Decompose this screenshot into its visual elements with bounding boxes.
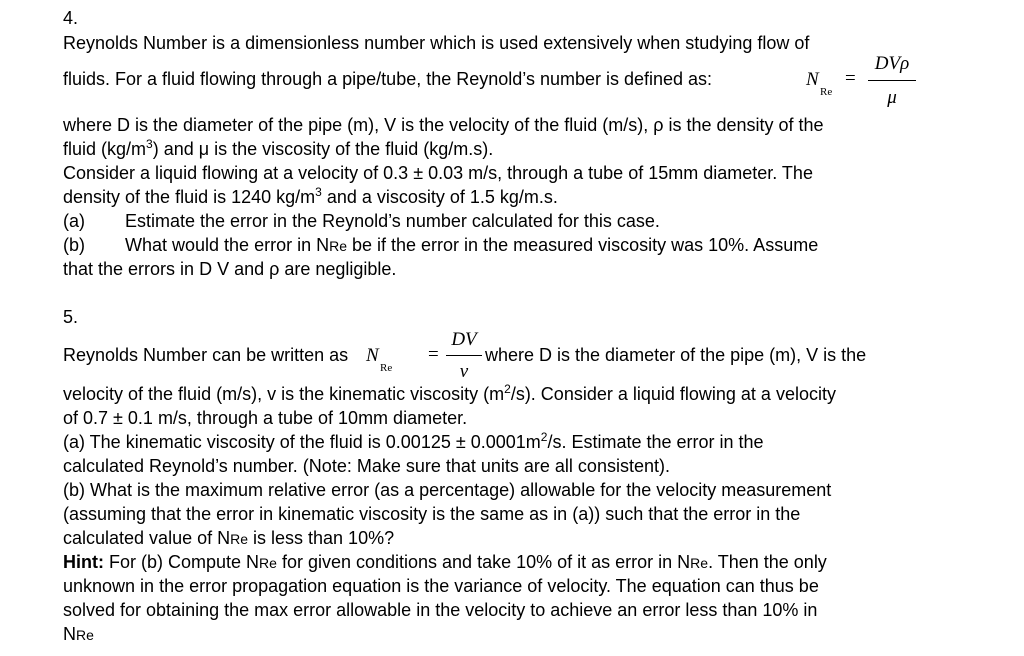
- text-span: fluid (kg/m: [63, 139, 147, 159]
- nre-subscript: Re: [230, 531, 249, 547]
- formula-lhs: N: [366, 345, 379, 366]
- text-span: N: [63, 624, 76, 644]
- paragraph-line: where D is the diameter of the pipe (m), V is the velocity of the fluid (m/s), ρ is the density of the: [63, 115, 824, 135]
- paragraph-line: [63, 382, 836, 406]
- question-number: 4.: [63, 8, 79, 28]
- text-span: /s). Consider a liquid flowing at a velocity: [510, 384, 836, 404]
- text-span: ) and μ is the viscosity of the fluid (kg/m.s).: [152, 139, 494, 159]
- formula-denominator: ν: [459, 361, 469, 382]
- text-span: (a) The kinematic viscosity of the fluid is 0.00125 ± 0.0001m: [63, 432, 541, 452]
- paragraph-line: Reynolds Number is a dimensionless number which is used extensively when studying flow of: [63, 33, 810, 53]
- paragraph-line: calculated Reynold’s number. (Note: Make sure that units are all consistent).: [63, 456, 670, 476]
- formula-numerator: DV: [451, 329, 477, 350]
- superscript: 2: [540, 430, 548, 444]
- question-number: 5.: [63, 307, 79, 327]
- text-span: be if the error in the measured viscosity was 10%. Assume: [347, 235, 819, 255]
- nre-subscript: Re: [690, 555, 709, 571]
- paragraph-line: that the errors in D V and ρ are negligible.: [63, 259, 397, 279]
- fraction-bar: [868, 80, 916, 81]
- part-label: (b): [63, 235, 85, 255]
- paragraph-line: [63, 137, 493, 161]
- text-span: For (b) Compute N: [103, 552, 260, 572]
- formula-equals: =: [428, 344, 439, 365]
- nre-subscript: Re: [329, 238, 347, 254]
- hint-line: unknown in the error propagation equation is the variance of velocity. The equation can thus be: [63, 576, 819, 596]
- text-span: velocity of the fluid (m/s), v is the kinematic viscosity (m: [63, 384, 505, 404]
- part-label: (a): [63, 211, 85, 231]
- paragraph-line: of 0.7 ± 0.1 m/s, through a tube of 10mm diameter.: [63, 408, 468, 428]
- text-span: Estimate the error in the Reynold’s number calculated for this case.: [125, 211, 660, 231]
- paragraph-line: (b) What is the maximum relative error (as a percentage) allowable for the velocity measurement: [63, 480, 832, 500]
- formula-lhs: N: [806, 69, 819, 90]
- formula-numerator: DVρ: [874, 53, 910, 74]
- superscript: 2: [504, 382, 511, 396]
- paragraph-line: [63, 185, 558, 209]
- text-span: What would the error in N: [125, 235, 330, 255]
- formula-denominator: μ: [887, 87, 897, 108]
- paragraph-line: Reynolds Number can be written as: [63, 345, 349, 365]
- text-span: is less than 10%?: [248, 528, 395, 548]
- text-span: density of the fluid is 1240 kg/m: [63, 187, 316, 207]
- text-span: fluids. For a fluid flowing through a pipe/tube, the Reynold’s number is defined as:: [63, 69, 713, 89]
- text-span: and a viscosity of 1.5 kg/m.s.: [321, 187, 558, 207]
- hint-line: solved for obtaining the max error allowable in the velocity to achieve an error less than 10% in: [63, 600, 818, 620]
- fraction-bar: [446, 355, 482, 356]
- text-span: calculated value of N: [63, 528, 231, 548]
- paragraph-line: [63, 430, 764, 454]
- paragraph-line: (assuming that the error in kinematic viscosity is the same as in (a)) such that the error in the: [63, 504, 801, 524]
- part-b: [63, 233, 818, 258]
- formula-lhs-subscript: Re: [380, 362, 393, 374]
- paragraph-line: [63, 526, 394, 551]
- text-span: /s. Estimate the error in the: [547, 432, 764, 452]
- hint-line: [63, 622, 94, 647]
- superscript: 3: [315, 185, 322, 199]
- paragraph-line: Consider a liquid flowing at a velocity of 0.3 ± 0.03 m/s, through a tube of 15mm diameter. The: [63, 163, 813, 183]
- formula-equals: =: [845, 68, 856, 89]
- hint-line: [63, 550, 827, 575]
- hint-label: Hint:: [63, 552, 104, 572]
- nre-subscript: Re: [259, 555, 277, 571]
- superscript: 3: [146, 137, 153, 151]
- nre-subscript: Re: [76, 627, 94, 643]
- paragraph-line: [63, 67, 712, 91]
- text-span: . Then the only: [708, 552, 827, 572]
- part-a: [63, 209, 660, 233]
- paragraph-line: where D is the diameter of the pipe (m), V is the: [485, 345, 867, 365]
- text-span: for given conditions and take 10% of it as error in N: [276, 552, 691, 572]
- formula-lhs-subscript: Re: [820, 86, 833, 98]
